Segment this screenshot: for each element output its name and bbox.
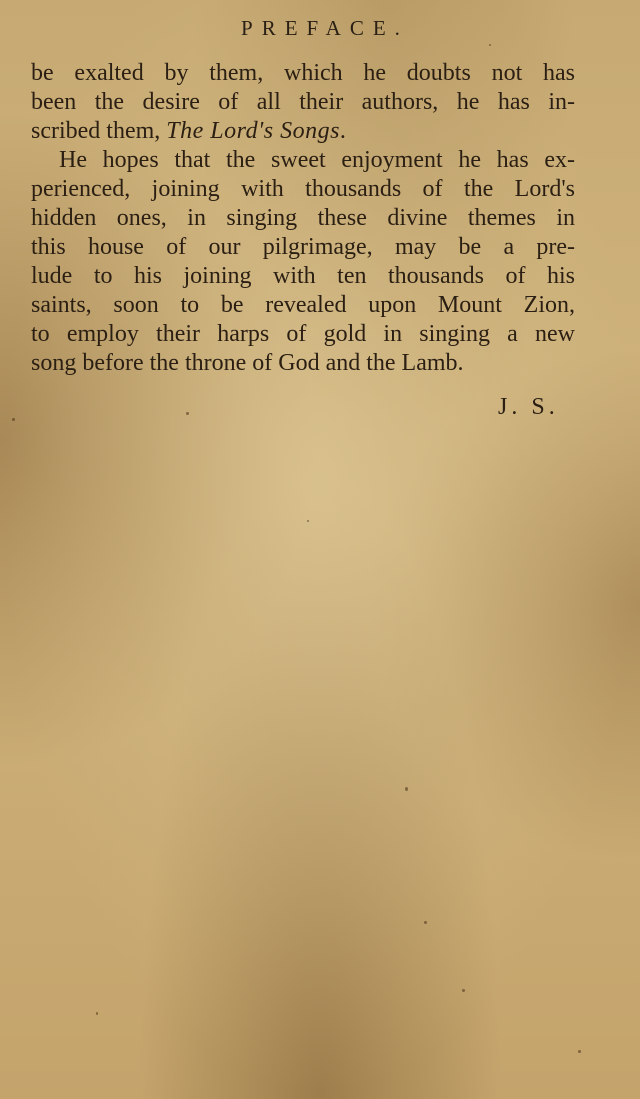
paper-speck <box>424 921 427 924</box>
paper-speck <box>489 44 491 46</box>
paper-speck <box>96 1012 98 1015</box>
text-line <box>31 204 575 233</box>
text-line <box>31 291 575 320</box>
signature-initials: J. S. <box>498 394 559 420</box>
text-line <box>31 233 575 262</box>
paper-speck <box>405 787 408 791</box>
text-line <box>31 175 575 204</box>
paper-speck <box>12 418 15 421</box>
text-line-content: to employ their harps of gold in singing a new <box>31 321 575 347</box>
text-line-content: lude to his joining with ten thousands of his <box>31 263 575 289</box>
text-line <box>31 88 575 117</box>
paper-speck <box>578 1050 581 1053</box>
paper-speck <box>462 989 465 992</box>
text-line <box>31 320 575 349</box>
text-line-content: be exalted by them, which he doubts not has <box>31 60 575 86</box>
paper-speck <box>307 520 309 522</box>
text-line-content: He hopes that the sweet enjoyment he has ex- <box>59 147 575 173</box>
text-line-content: hidden ones, in singing these divine themes in <box>31 205 575 231</box>
text-line-content: song before the throne of God and the Lamb. <box>31 350 464 376</box>
text-line-content: scribed them, <box>31 118 167 144</box>
paper-speck <box>186 412 189 415</box>
text-line-content: perienced, joining with thousands of the Lord's <box>31 176 575 202</box>
text-line <box>31 349 575 378</box>
text-line-punctuation: . <box>339 118 346 144</box>
text-line <box>31 146 575 175</box>
text-line-content: been the desire of all their authors, he has in- <box>31 89 575 115</box>
text-line <box>31 262 575 291</box>
body-text <box>31 59 575 378</box>
text-line-content: saints, soon to be revealed upon Mount Zion, <box>31 292 575 318</box>
italic-title: The Lord's Songs <box>166 118 340 144</box>
running-head: PREFACE. <box>241 16 409 40</box>
text-line <box>31 117 575 146</box>
text-line-content: this house of our pilgrimage, may be a pre- <box>31 234 575 260</box>
text-line <box>31 59 575 88</box>
